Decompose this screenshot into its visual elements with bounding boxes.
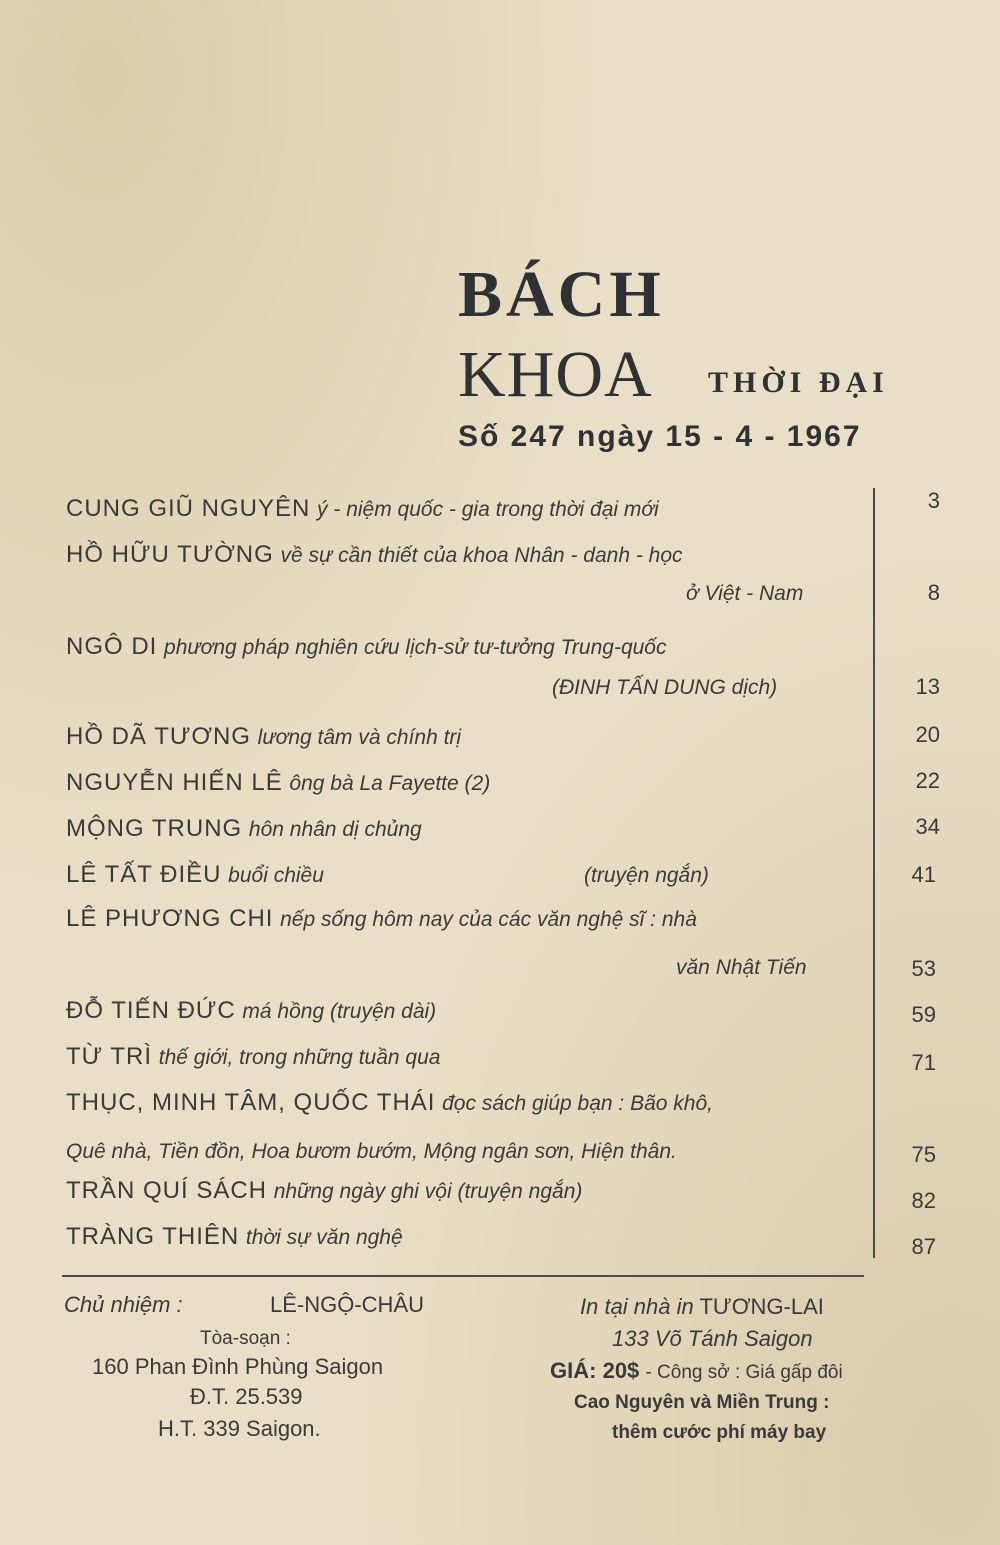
toc-entry-line [66, 1222, 403, 1253]
airmail-note: thêm cước phí máy bay [612, 1422, 827, 1443]
toa-soan-label: Tòa-soạn : [200, 1328, 291, 1349]
toc-title: ông bà La Fayette (2) [289, 772, 491, 795]
toc-title: thời sự văn nghệ [245, 1226, 403, 1249]
toc-entry-line [66, 768, 490, 799]
toc-entry-line [66, 814, 422, 845]
masthead-bach: BÁCH [458, 258, 665, 331]
toc-entry-line [676, 952, 807, 983]
page-number-divider [873, 488, 875, 1258]
masthead [458, 258, 889, 453]
toc-author: LÊ PHƯƠNG CHI [66, 905, 274, 932]
toc-page-number: 8 [927, 580, 940, 605]
masthead-thoi-dai: THỜI ĐẠI [708, 366, 889, 399]
toc-author: TRẦN QUÍ SÁCH [66, 1177, 268, 1204]
printer-line [580, 1292, 824, 1322]
toc-entry-line [66, 860, 324, 891]
toc-entry-line [66, 1176, 582, 1207]
toc-author: NGÔ DI [66, 633, 158, 660]
region-note: Cao Nguyên và Miền Trung : [574, 1392, 830, 1413]
toc-title: lương tâm và chính trị [257, 726, 462, 749]
toc-title: má hồng (truyện dài) [242, 1000, 437, 1023]
toc-page-number: 3 [927, 488, 940, 513]
imprint-divider [62, 1275, 864, 1277]
toc-author: LÊ TẤT ĐIỀU [66, 861, 222, 888]
toc-author: ĐỖ TIẾN ĐỨC [66, 997, 236, 1024]
toc-author: MỘNG TRUNG [66, 815, 243, 842]
toc-author: NGUYỄN HIẾN LÊ [66, 769, 283, 796]
toc-title: về sự cần thiết của khoa Nhân - danh - học [280, 544, 683, 567]
toc-author: THỤC, MINH TÂM, QUỐC THÁI [66, 1089, 436, 1116]
toc-title: ý - niệm quốc - gia trong thời đại mới [317, 498, 659, 521]
printer-label: In tại nhà in [580, 1294, 694, 1319]
po-box: H.T. 339 Saigon. [158, 1416, 321, 1441]
price-value: 20$ [602, 1358, 640, 1383]
toc-entry-line [584, 860, 709, 891]
toc-title: thế giới, trong những tuần qua [158, 1046, 441, 1069]
toc-entry-line [552, 672, 777, 703]
toc-title-continued: ở Việt - Nam [686, 582, 804, 605]
toc-entry-line [66, 494, 659, 525]
toc-entry-line [66, 996, 436, 1027]
toc-title: đọc sách giúp bạn : Bão khô, [442, 1092, 713, 1115]
toc-entry-line [686, 578, 803, 609]
toc-author: TRÀNG THIÊN [66, 1223, 240, 1250]
toc-entry-line [66, 632, 667, 663]
toc-title: buổi chiều [228, 864, 324, 887]
price-note: - Công sở : Giá gấp đôi [645, 1362, 843, 1383]
chu-nhiem-name: LÊ-NGỘ-CHÂU [270, 1292, 425, 1317]
phone-number: Đ.T. 25.539 [190, 1384, 303, 1409]
chu-nhiem-label: Chủ nhiệm : [64, 1292, 183, 1317]
masthead-khoa: KHOA [458, 338, 653, 411]
toc-author: HỒ HỮU TƯỜNG [66, 541, 274, 568]
toc-page-number: 13 [915, 674, 940, 699]
price-label: GIÁ: [550, 1358, 597, 1383]
toc-title: hôn nhân dị chủng [248, 818, 422, 841]
toc-page-number: 20 [915, 722, 940, 747]
toc-page-number: 87 [911, 1234, 936, 1259]
toc-entry-line [66, 1088, 713, 1119]
toc-title: nếp sống hôm nay của các văn nghệ sĩ : nhà [280, 908, 697, 931]
toc-entry-line [66, 722, 461, 753]
toc-entry-line [66, 1042, 440, 1073]
toc-title: những ngày ghi vội (truyện ngắn) [273, 1180, 583, 1203]
toc-page-number: 22 [915, 768, 940, 793]
toc-entry-line [66, 904, 697, 935]
toc-title-continued: văn Nhật Tiến [676, 956, 807, 979]
issue-line: Số 247 ngày 15 - 4 - 1967 [458, 420, 862, 453]
toc-title: phương pháp nghiên cứu lịch-sử tư-tưởng Trung-quốc [164, 636, 667, 659]
toc-page-number: 34 [915, 814, 940, 839]
toc-page-number: 71 [911, 1050, 936, 1075]
toc-genre-note: (truyện ngắn) [584, 864, 709, 887]
toc-entry-line [66, 1136, 677, 1167]
toc-page-number: 59 [911, 1002, 936, 1027]
price-line [550, 1356, 843, 1388]
toc-author: TỪ TRÌ [66, 1043, 153, 1070]
toc-page-number: 41 [911, 862, 936, 887]
toc-page-number: 75 [911, 1142, 936, 1167]
toc-author: CUNG GIŨ NGUYÊN [66, 495, 311, 522]
toc-entry-line [66, 540, 683, 571]
toc-title-continued: (ĐINH TẤN DUNG dịch) [552, 676, 778, 699]
printer-name: TƯƠNG-LAI [699, 1294, 824, 1319]
office-address: 160 Phan Đình Phùng Saigon [92, 1354, 384, 1379]
toc-page-number: 53 [911, 956, 936, 981]
toc-title-continued: Quê nhà, Tiền đồn, Hoa bươm bướm, Mộng ngân sơn, Hiện thân. [66, 1140, 677, 1163]
toc-author: HỒ DÃ TƯƠNG [66, 723, 251, 750]
toc-page-number: 82 [911, 1188, 936, 1213]
printer-address: 133 Võ Tánh Saigon [612, 1326, 813, 1351]
